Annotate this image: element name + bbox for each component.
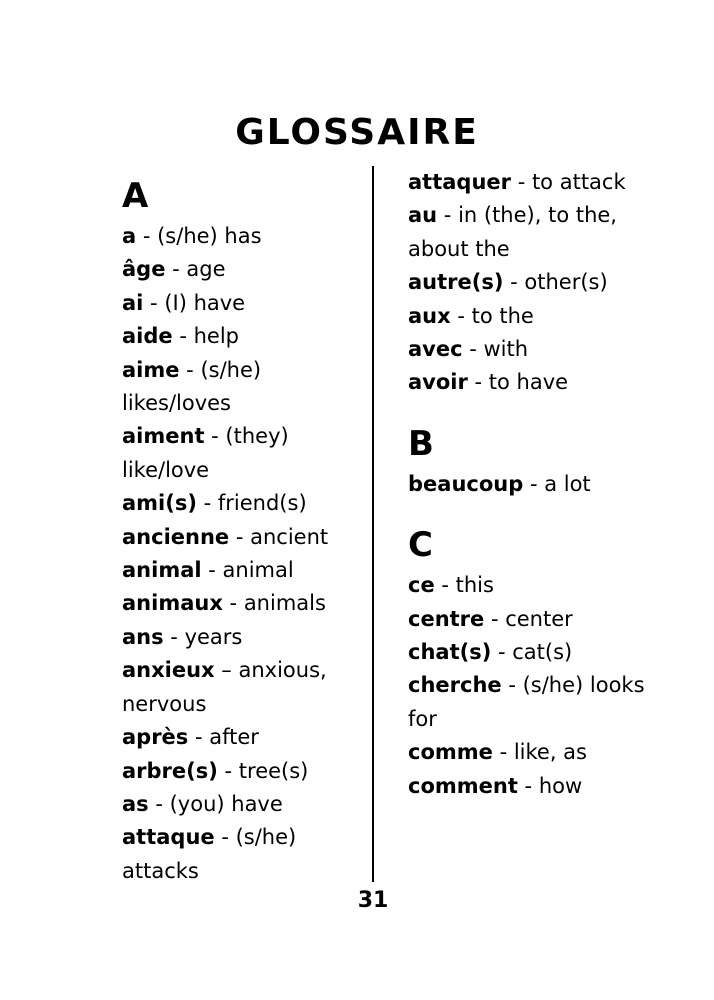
glossary-term: autre(s) (408, 270, 504, 295)
glossary-definition: (you) have (169, 791, 283, 816)
glossary-entry (122, 587, 362, 620)
glossary-definition: (they) like/love (122, 424, 289, 482)
glossary-entry (408, 199, 648, 266)
glossary-definition: (I) have (164, 290, 246, 315)
glossary-separator: - (222, 591, 244, 616)
glossary-separator: - (163, 624, 185, 649)
glossary-separator: - (501, 673, 523, 698)
glossary-entry (122, 220, 362, 253)
glossary-definition: (s/he) has (157, 224, 262, 248)
section-gap (408, 501, 648, 521)
glossary-definition: with (483, 337, 529, 362)
glossary-definition: friend(s) (217, 491, 307, 516)
glossary-separator: - (437, 203, 459, 228)
section-letter-c: C (408, 525, 433, 566)
glossary-separator: - (204, 424, 226, 449)
glossary-term: après (122, 725, 189, 750)
glossary-separator: - (434, 573, 456, 598)
glossary-definition: like, as (513, 740, 587, 765)
glossary-entry (408, 636, 648, 669)
glossary-entry (408, 166, 648, 199)
glossary-term: aime (122, 357, 180, 382)
glossary-list-a-continued (408, 166, 648, 400)
glossary-entry (408, 333, 648, 366)
glossary-definition: animals (243, 591, 326, 616)
glossary-definition: ancient (250, 524, 329, 549)
glossary-entry (408, 300, 648, 333)
glossary-definition: cat(s) (512, 640, 573, 665)
glossary-term: âge (122, 257, 166, 282)
glossary-entry (122, 487, 362, 520)
glossary-definition: a lot (544, 471, 591, 496)
glossary-separator: - (492, 740, 514, 765)
glossary-definition: this (455, 573, 494, 598)
glossary-entry (122, 320, 362, 353)
section-letter-b: B (408, 423, 434, 464)
glossary-entry (408, 366, 648, 399)
glossary-separator: - (523, 471, 545, 496)
glossary-definition: to attack (531, 170, 626, 194)
glossary-definition: (s/he) looks for (408, 673, 645, 731)
glossary-term: as (122, 791, 149, 816)
glossary-entry (122, 420, 362, 487)
page-number: 31 (357, 888, 389, 913)
glossary-entry (408, 669, 648, 736)
glossary-separator: - (462, 337, 484, 362)
glossary-term: ans (122, 624, 164, 649)
glossary-definition: to the (471, 303, 534, 328)
glossary-definition: tree(s) (238, 758, 309, 783)
glossary-list-a (122, 220, 362, 888)
glossary-entry (122, 721, 362, 754)
right-column (408, 166, 648, 803)
glossary-separator: - (136, 224, 158, 248)
glossary-separator: - (172, 324, 194, 349)
glossary-term: cherche (408, 673, 502, 698)
glossary-definition: age (186, 257, 226, 282)
glossary-entry (122, 521, 362, 554)
glossary-separator: - (148, 791, 170, 816)
glossary-entry (122, 755, 362, 788)
glossary-entry (122, 287, 362, 320)
glossary-entry (408, 603, 648, 636)
glossary-separator: - (165, 257, 187, 282)
glossary-entry (408, 770, 648, 803)
glossary-separator: - (503, 270, 525, 295)
page-title: GLOSSAIRE (235, 112, 479, 153)
glossary-term: animal (122, 558, 202, 583)
glossary-definition: after (209, 725, 259, 750)
glossary-entry (408, 736, 648, 769)
glossary-list-b (408, 468, 648, 501)
glossary-list-c (408, 569, 648, 803)
glossary-term: au (408, 203, 438, 228)
glossary-separator: - (484, 606, 506, 631)
glossary-term: attaquer (408, 170, 512, 194)
glossary-definition: years (184, 624, 243, 649)
glossary-separator: - (450, 303, 472, 328)
glossary-term: aiment (122, 424, 205, 449)
glossary-separator: - (517, 773, 539, 798)
glossary-entry (408, 569, 648, 602)
glossary-definition: (s/he) attacks (122, 825, 297, 883)
glossary-term: animaux (122, 591, 223, 616)
section-letter-a: A (122, 176, 149, 216)
glossary-separator: - (491, 640, 513, 665)
glossary-term: comment (408, 773, 518, 798)
glossary-definition: (s/he) likes/loves (122, 357, 262, 416)
glossary-term: beaucoup (408, 471, 524, 496)
glossary-term: ami(s) (122, 491, 197, 516)
glossary-term: avec (408, 337, 463, 362)
glossary-term: attaque (122, 825, 215, 850)
glossary-separator: - (143, 290, 165, 315)
glossary-term: aide (122, 324, 173, 349)
section-gap (408, 400, 648, 420)
glossary-term: a (122, 224, 137, 248)
glossary-term: ce (408, 573, 435, 598)
glossary-term: chat(s) (408, 640, 492, 665)
glossary-definition: center (505, 606, 573, 631)
glossary-separator: - (188, 725, 210, 750)
glossary-term: comme (408, 740, 493, 765)
glossary-term: arbre(s) (122, 758, 218, 783)
glossary-entry (122, 253, 362, 286)
glossary-separator: - (196, 491, 218, 516)
glossary-entry (122, 354, 362, 421)
glossary-term: aux (408, 303, 451, 328)
glossary-separator: - (179, 357, 201, 382)
glossary-separator: – (214, 658, 239, 683)
glossary-definition: help (193, 324, 239, 349)
glossary-entry (122, 821, 362, 888)
glossary-separator: - (229, 524, 251, 549)
glossary-separator: - (201, 558, 223, 583)
glossary-term: anxieux (122, 658, 215, 683)
glossary-entry (408, 468, 648, 501)
glossary-separator: - (511, 170, 532, 194)
glossary-entry (408, 266, 648, 299)
glossary-term: avoir (408, 370, 468, 395)
glossary-separator: - (217, 758, 239, 783)
glossary-definition: to have (488, 370, 569, 395)
glossary-separator: - (467, 370, 489, 395)
glossary-definition: how (538, 773, 583, 798)
glossary-definition: other(s) (524, 270, 608, 295)
column-divider (372, 166, 374, 882)
glossary-entry (122, 788, 362, 821)
left-column (122, 172, 362, 888)
glossary-definition: animal (222, 558, 294, 583)
glossary-term: ancienne (122, 524, 230, 549)
glossary-term: ai (122, 290, 144, 315)
glossary-definition: anxious, nervous (122, 658, 327, 716)
glossary-definition: in (the), to the, about the (408, 203, 617, 261)
glossary-term: centre (408, 606, 485, 631)
glossary-entry (122, 554, 362, 587)
glossary-entry (122, 654, 362, 721)
glossary-entry (122, 621, 362, 654)
glossary-separator: - (214, 825, 236, 850)
